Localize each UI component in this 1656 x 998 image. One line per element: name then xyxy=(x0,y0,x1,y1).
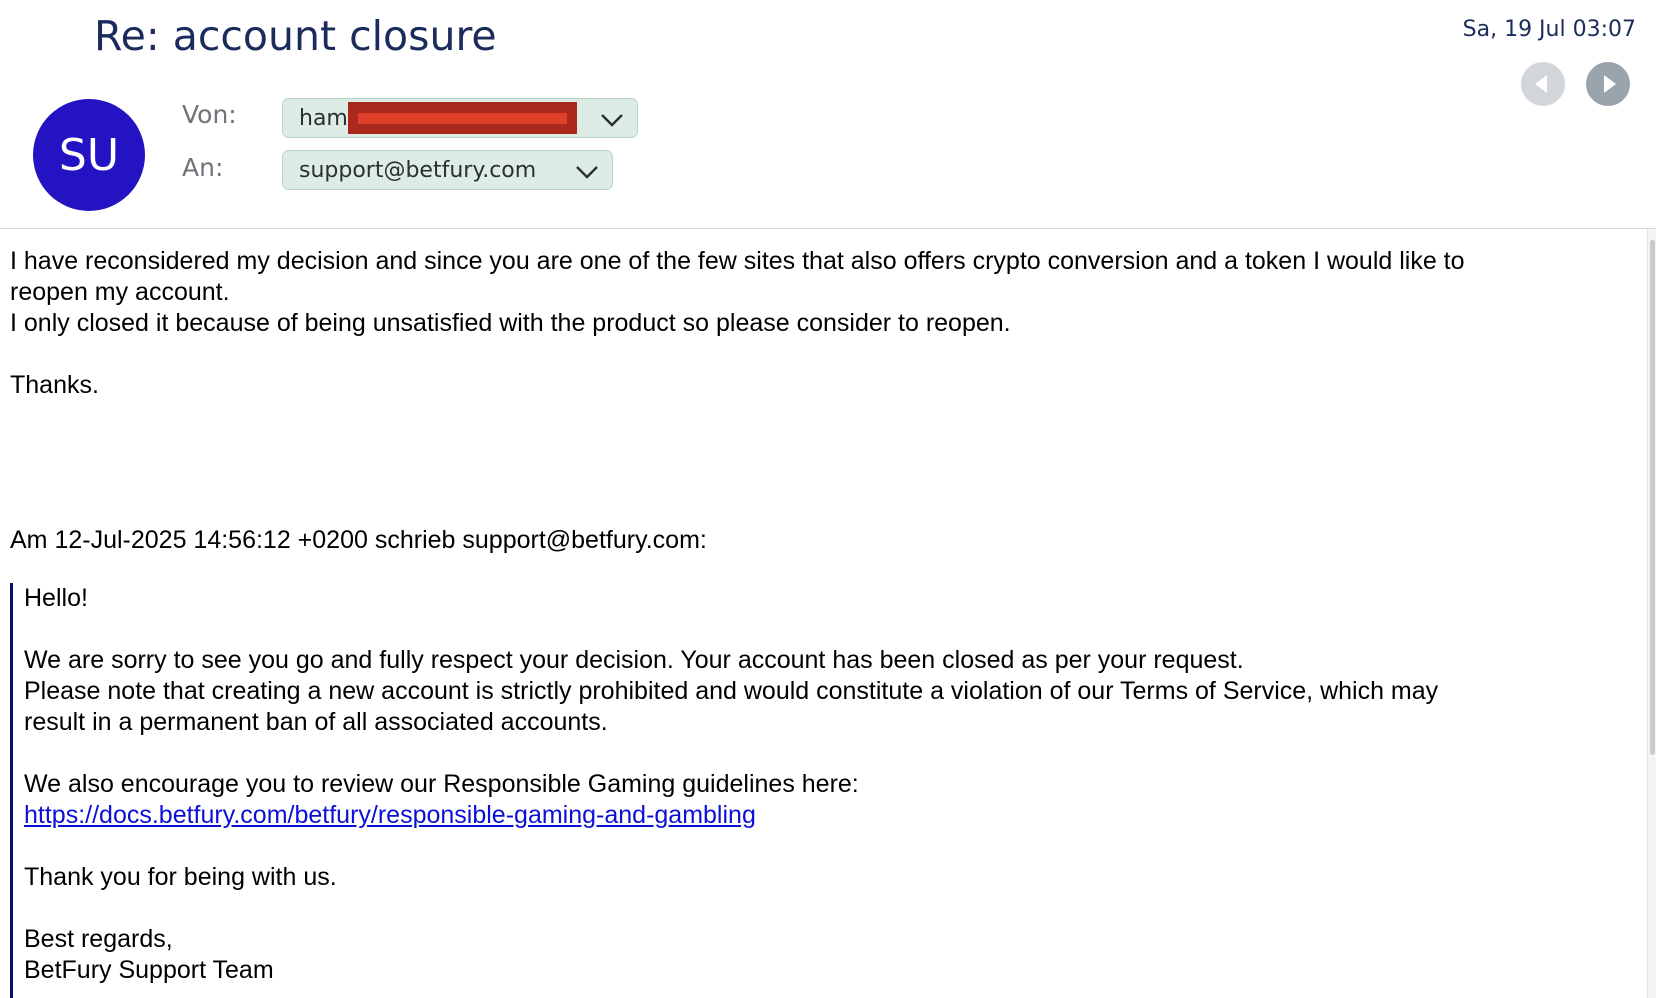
blank-line xyxy=(24,614,1610,645)
quote-line: We also encourage you to review our Responsible Gaming guidelines here: xyxy=(24,770,859,798)
blank-line xyxy=(24,893,1610,924)
from-address-text: ham xyxy=(299,105,348,131)
message-line: Thanks. xyxy=(10,371,99,399)
email-body xyxy=(0,229,1648,998)
email-header xyxy=(0,0,1656,229)
message-line: I have reconsidered my decision and since you are one of the few sites that also offers crypto conversion and a token I would like to xyxy=(10,247,1465,275)
to-label: An: xyxy=(182,153,224,182)
to-address-chip[interactable] xyxy=(282,150,613,190)
message-line: reopen my account. xyxy=(10,278,230,306)
quote-line: We are sorry to see you go and fully respect your decision. Your account has been closed as per your request. xyxy=(24,646,1244,674)
chevron-down-icon xyxy=(574,158,600,184)
chevron-down-icon xyxy=(599,106,625,132)
blank-line xyxy=(24,738,1610,769)
from-label: Von: xyxy=(182,100,237,129)
quote-closing: Best regards, xyxy=(24,925,173,953)
blank-line xyxy=(10,339,1610,370)
redaction-box xyxy=(348,102,577,134)
from-address-chip[interactable] xyxy=(282,98,638,138)
chevron-left-circle-icon xyxy=(1521,62,1565,106)
sender-avatar: SU xyxy=(33,99,145,211)
previous-message-button[interactable] xyxy=(1521,62,1565,106)
next-message-button[interactable] xyxy=(1586,62,1630,106)
email-date: Sa, 19 Jul 03:07 xyxy=(1462,17,1636,42)
quote-greeting: Hello! xyxy=(24,584,88,612)
quote-attribution: Am 12-Jul-2025 14:56:12 +0200 schrieb support@betfury.com: xyxy=(10,526,707,554)
email-subject: Re: account closure xyxy=(94,12,497,60)
blank-line xyxy=(24,831,1610,862)
quoted-message xyxy=(10,583,1610,998)
message-line: I only closed it because of being unsatisfied with the product so please consider to reopen. xyxy=(10,309,1011,337)
responsible-gaming-link[interactable]: https://docs.betfury.com/betfury/responsible-gaming-and-gambling xyxy=(24,801,756,829)
quote-line: result in a permanent ban of all associated accounts. xyxy=(24,708,608,736)
chevron-right-circle-icon xyxy=(1586,62,1630,106)
quote-line: Please note that creating a new account is strictly prohibited and would constitute a violation of our Terms of Service, which may xyxy=(24,677,1439,705)
quote-thanks: Thank you for being with us. xyxy=(24,863,337,891)
scrollbar-thumb[interactable] xyxy=(1650,240,1655,755)
message-text xyxy=(10,246,1610,401)
to-address-text: support@betfury.com xyxy=(299,157,537,183)
quote-signature: BetFury Support Team xyxy=(24,956,274,984)
